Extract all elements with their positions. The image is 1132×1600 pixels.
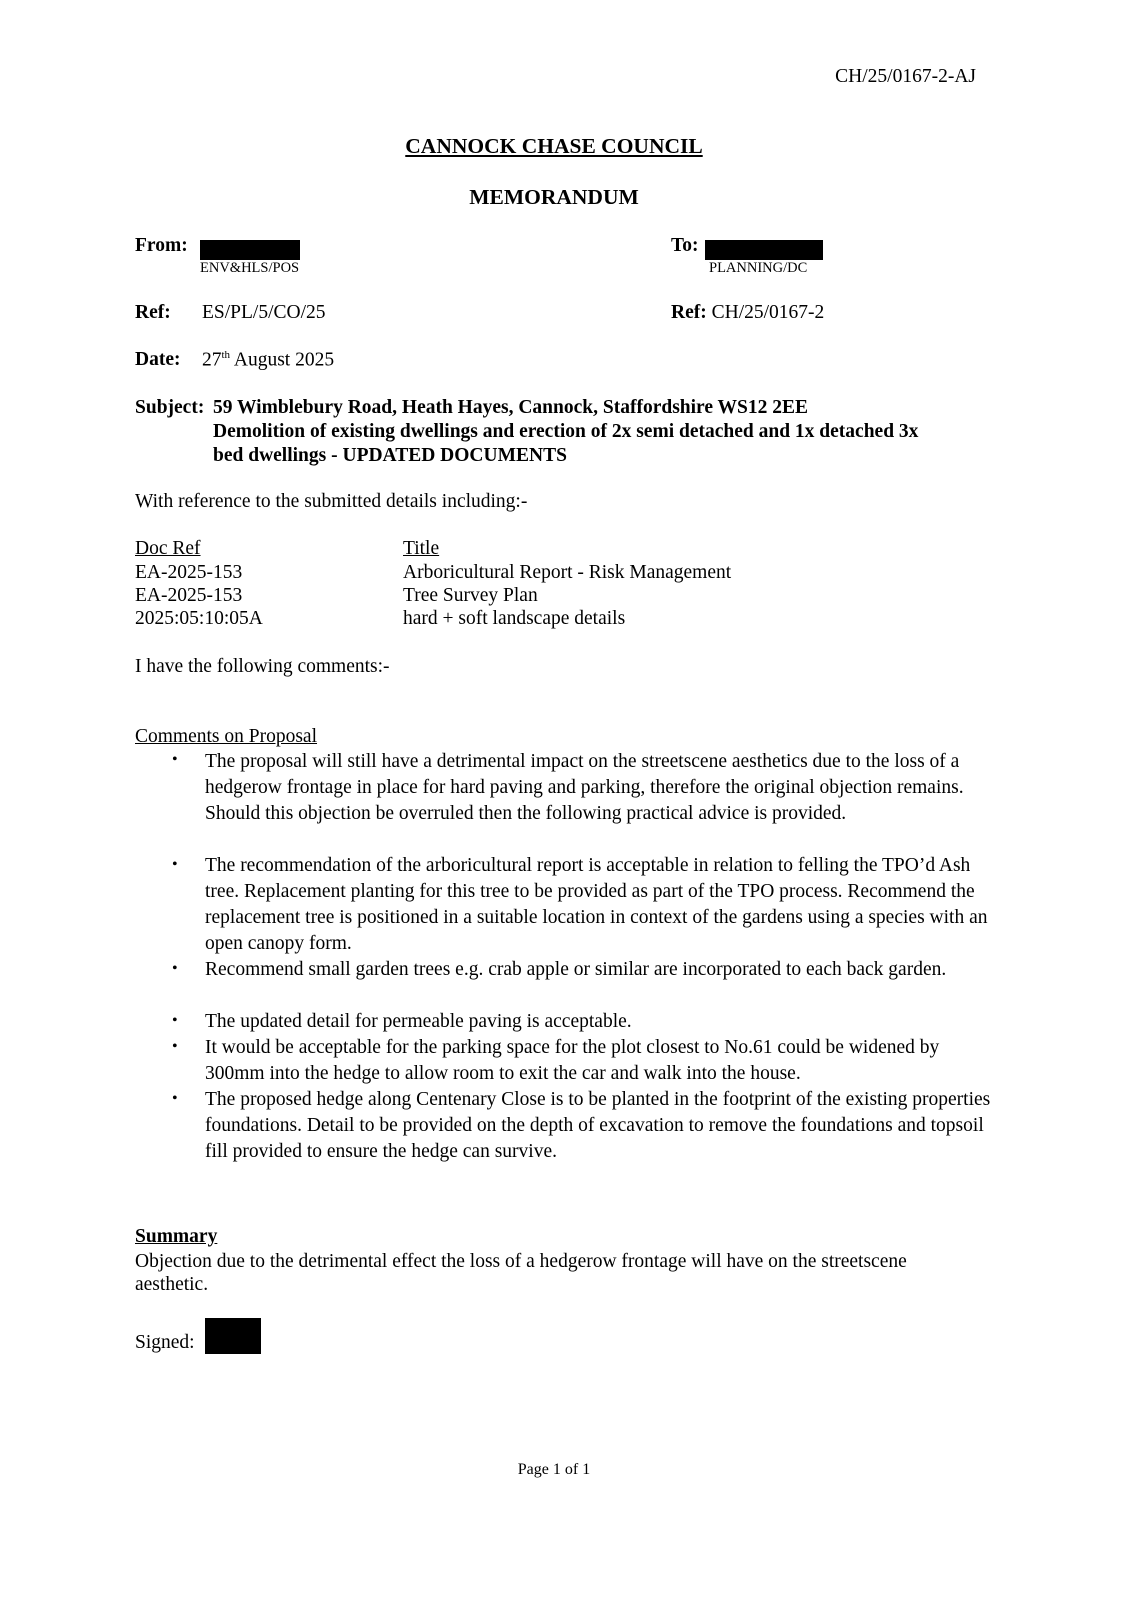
bullet-2: • — [172, 856, 178, 873]
document-reference: CH/25/0167-2-AJ — [835, 66, 976, 87]
redacted-signature — [205, 1318, 261, 1354]
summary-heading: Summary — [135, 1226, 218, 1247]
subject-line-2: Demolition of existing dwellings and erection of 2x semi detached and 1x detached 3x — [213, 421, 919, 442]
bullet-3: • — [172, 960, 178, 977]
date-label: Date: — [135, 349, 181, 370]
to-reference: CH/25/0167-2 — [711, 302, 825, 323]
doc-ref-header: Doc Ref — [135, 538, 201, 559]
memorandum-title: MEMORANDUM — [469, 185, 639, 209]
summary-text: Objection due to the detrimental effect the loss of a hedgerow frontage will have on the streetscene aesthetic. — [135, 1251, 907, 1295]
table-row-1-ref: EA-2025-153 — [135, 562, 243, 583]
table-row-2-title: Tree Survey Plan — [403, 585, 538, 606]
intro-text: With reference to the submitted details including:- — [135, 491, 528, 512]
bullet-4: • — [172, 1012, 178, 1029]
ref-label: Ref: — [135, 302, 171, 323]
comment-item-3: Recommend small garden trees e.g. crab apple or similar are incorporated to each back garden. — [205, 959, 947, 980]
from-department: ENV&HLS/POS — [200, 260, 300, 276]
comment-item-5: It would be acceptable for the parking space for the plot closest to No.61 could be widened by 300mm into the hedge to allow room to exit the car and walk into the house. — [205, 1037, 940, 1084]
comment-item-4: The updated detail for permeable paving is acceptable. — [205, 1011, 632, 1032]
from-label: From: — [135, 235, 188, 256]
subject-line-1: 59 Wimblebury Road, Heath Hayes, Cannock, Staffordshire WS12 2EE — [213, 397, 809, 418]
comment-item-6: The proposed hedge along Centenary Close is to be planted in the footprint of the existing properties foundations. Detail to be provided on the depth of excavation to remove the foundations and topsoil fill provided to ensure the hedge can survive. — [205, 1089, 991, 1162]
to-department: PLANNING/DC — [709, 260, 808, 276]
title-header: Title — [403, 538, 440, 559]
page-number: Page 1 of 1 — [517, 1461, 591, 1478]
subject-label: Subject: — [135, 397, 205, 418]
comments-intro: I have the following comments:- — [135, 656, 390, 677]
table-row-2-ref: EA-2025-153 — [135, 585, 243, 606]
table-row-1-title: Arboricultural Report - Risk Management — [403, 562, 732, 583]
signed-label: Signed: — [135, 1332, 195, 1353]
from-reference: ES/PL/5/CO/25 — [202, 302, 326, 323]
council-title: CANNOCK CHASE COUNCIL — [405, 134, 703, 158]
date-value — [202, 349, 334, 372]
table-row-3-ref: 2025:05:10:05A — [135, 608, 263, 629]
date-suffix: th — [221, 349, 231, 361]
redacted-to-name — [705, 240, 823, 260]
comment-item-2: The recommendation of the arboricultural report is acceptable in relation to felling the TPO’d Ash tree. Replacement planting for this tree to be provided as part of the TPO process. Recommend the replacement tree is positioned in a suitable location in context of the gardens using a species with an open canopy form. — [205, 855, 988, 954]
to-label: To: — [671, 235, 699, 256]
comments-heading: Comments on Proposal — [135, 726, 318, 747]
date-day: 27 — [202, 349, 222, 371]
bullet-6: • — [172, 1090, 178, 1107]
table-row-3-title: hard + soft landscape details — [403, 608, 626, 629]
date-month-year: August 2025 — [233, 349, 335, 371]
bullet-5: • — [172, 1038, 178, 1055]
to-ref-label: Ref: — [671, 302, 707, 323]
subject-line-3: bed dwellings - UPDATED DOCUMENTS — [213, 445, 567, 466]
redacted-from-name — [200, 240, 300, 260]
comment-item-1: The proposal will still have a detrimental impact on the streetscene aesthetics due to the loss of a hedgerow frontage in place for hard paving and parking, therefore the original objection remains. Should this objection be overruled then the following practical advice is provided. — [205, 751, 964, 824]
bullet-1: • — [172, 751, 178, 768]
